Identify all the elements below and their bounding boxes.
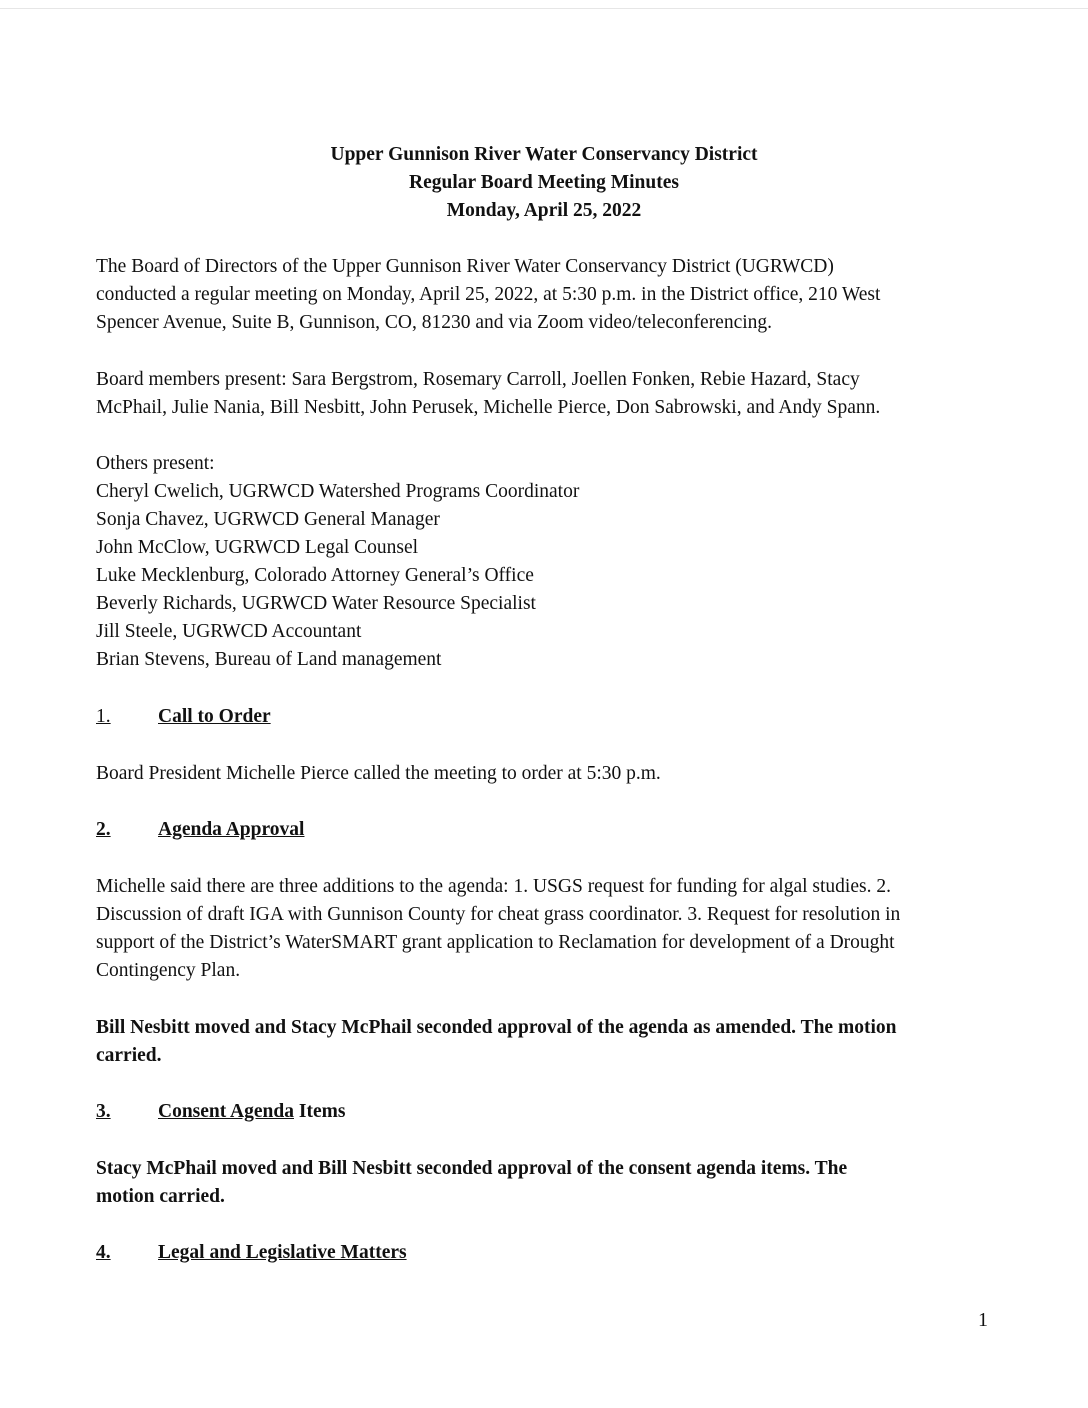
intro-paragraph xyxy=(96,253,996,337)
intro-line: conducted a regular meeting on Monday, April 25, 2022, at 5:30 p.m. in the District office, 210 West xyxy=(96,284,881,305)
motion-line: motion carried. xyxy=(96,1186,225,1207)
section-title: Call to Order xyxy=(158,706,271,727)
section-title: Agenda Approval xyxy=(158,819,305,840)
motion-line: carried. xyxy=(96,1045,162,1066)
attendee: Brian Stevens, Bureau of Land management xyxy=(96,649,442,670)
section-body-line: Board President Michelle Pierce called the meeting to order at 5:30 p.m. xyxy=(96,763,661,784)
page-number: 1 xyxy=(978,1309,988,1331)
section-heading-consent-agenda xyxy=(96,1098,345,1126)
section-number: 2. xyxy=(96,819,111,840)
section-title: Consent Agenda xyxy=(158,1101,294,1122)
attendee: Jill Steele, UGRWCD Accountant xyxy=(96,621,362,642)
document-title: Regular Board Meeting Minutes xyxy=(409,172,679,193)
section-body-line: Discussion of draft IGA with Gunnison County for cheat grass coordinator. 3. Request for resolution in xyxy=(96,904,901,925)
section-body-line: Michelle said there are three additions to the agenda: 1. USGS request for funding for algal studies. 2. xyxy=(96,876,891,897)
others-present-list xyxy=(96,450,996,674)
motion-line: Stacy McPhail moved and Bill Nesbitt seconded approval of the consent agenda items. The xyxy=(96,1158,848,1179)
section-body-line: Contingency Plan. xyxy=(96,960,241,981)
section-heading-legal-legislative xyxy=(96,1239,407,1267)
section-heading-call-to-order xyxy=(96,703,271,731)
attendee: Luke Mecklenburg, Colorado Attorney General’s Office xyxy=(96,565,534,586)
consent-agenda-motion xyxy=(96,1155,996,1211)
motion-line: Bill Nesbitt moved and Stacy McPhail seconded approval of the agenda as amended. The motion xyxy=(96,1017,897,1038)
attendee: Beverly Richards, UGRWCD Water Resource Specialist xyxy=(96,593,536,614)
intro-line: The Board of Directors of the Upper Gunnison River Water Conservancy District (UGRWCD) xyxy=(96,256,834,277)
section-heading-agenda-approval xyxy=(96,816,304,844)
section-title-tail: Items xyxy=(294,1101,346,1122)
section-number: 4. xyxy=(96,1242,111,1263)
section-title: Legal and Legislative Matters xyxy=(158,1242,407,1263)
meeting-date: Monday, April 25, 2022 xyxy=(446,200,642,221)
agenda-approval-motion xyxy=(96,1014,996,1070)
document-header xyxy=(0,141,1088,225)
attendee: Cheryl Cwelich, UGRWCD Watershed Programs Coordinator xyxy=(96,481,580,502)
attendee: John McClow, UGRWCD Legal Counsel xyxy=(96,537,419,558)
organization-name: Upper Gunnison River Water Conservancy District xyxy=(330,144,758,165)
scan-edge-line xyxy=(0,8,1088,9)
intro-line: Spencer Avenue, Suite B, Gunnison, CO, 81230 and via Zoom video/teleconferencing. xyxy=(96,312,773,333)
attendee: Sonja Chavez, UGRWCD General Manager xyxy=(96,509,440,530)
board-members-line: Board members present: Sara Bergstrom, Rosemary Carroll, Joellen Fonken, Rebie Hazard, Stacy xyxy=(96,369,860,390)
board-members-paragraph xyxy=(96,366,996,422)
others-heading: Others present: xyxy=(96,453,215,474)
agenda-approval-body xyxy=(96,873,996,985)
call-to-order-body xyxy=(96,760,996,788)
section-number: 3. xyxy=(96,1101,111,1122)
section-number: 1. xyxy=(96,706,111,727)
board-members-line: McPhail, Julie Nania, Bill Nesbitt, John Perusek, Michelle Pierce, Don Sabrowski, and Andy Spann. xyxy=(96,397,881,418)
section-body-line: support of the District’s WaterSMART grant application to Reclamation for development of a Drought xyxy=(96,932,895,953)
